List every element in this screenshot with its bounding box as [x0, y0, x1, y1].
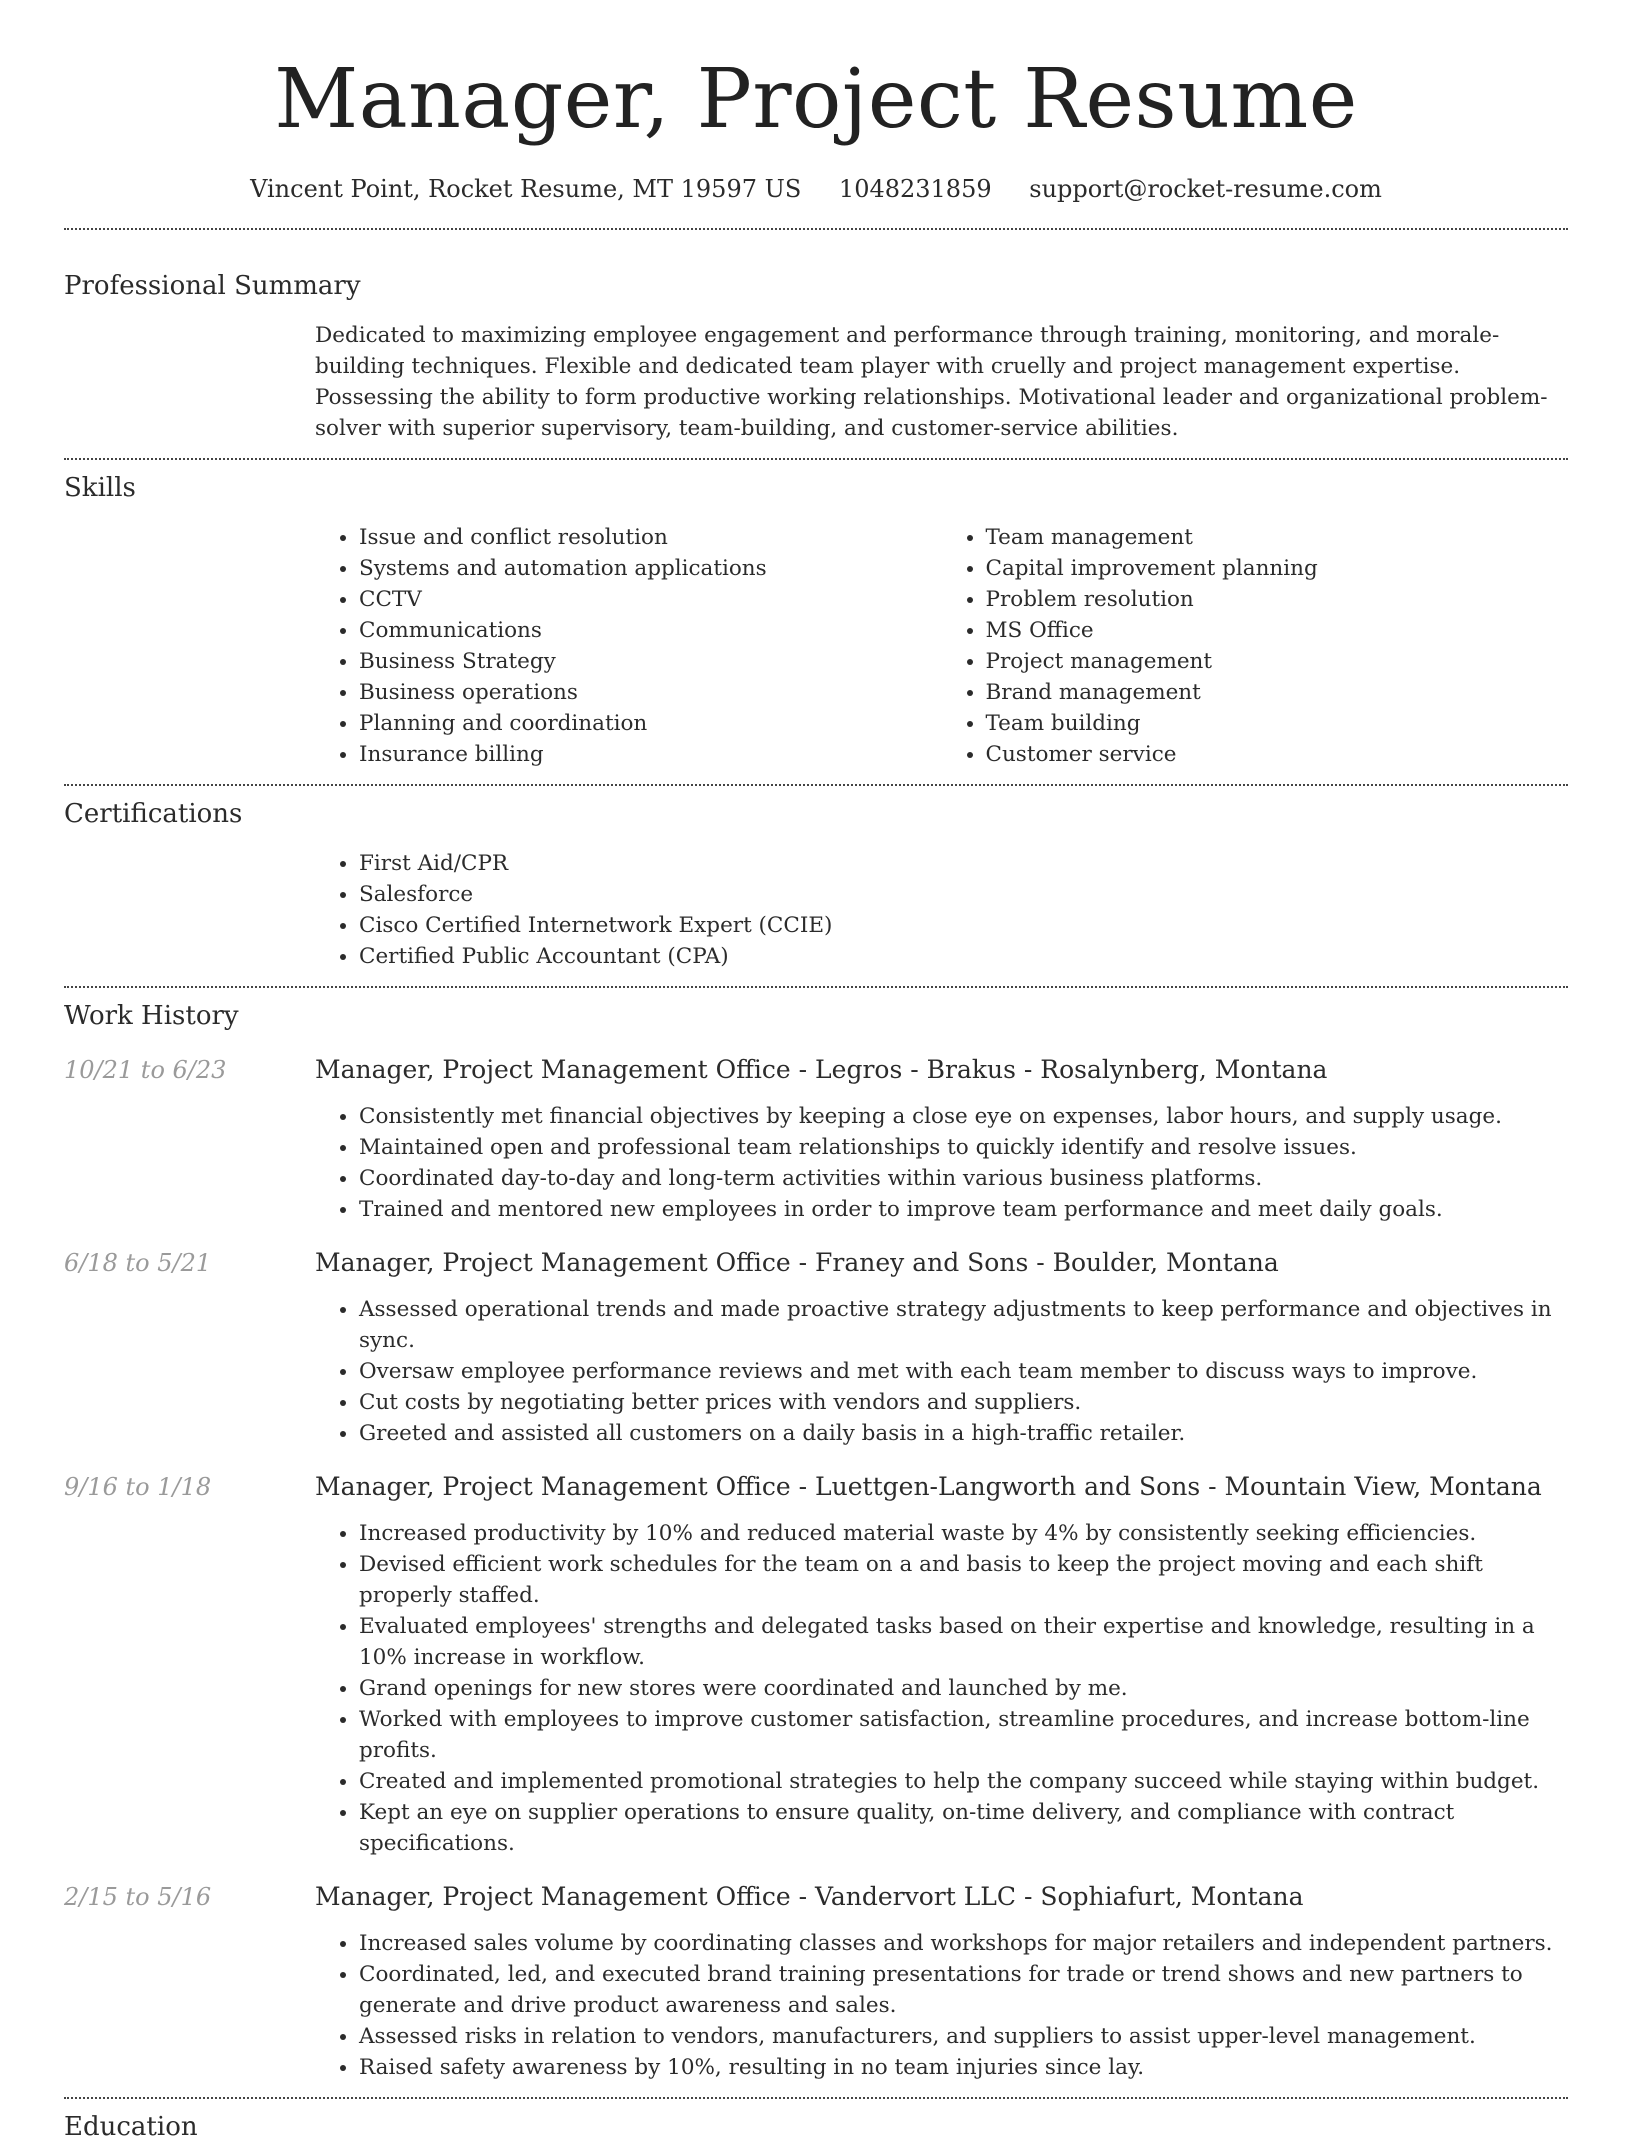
job-entry [64, 1247, 1568, 1449]
job-bullet: • Assessed operational trends and made proactive strategy adjustments to keep performance and objectives in sync. [359, 1294, 1568, 1356]
certification-item: • Certified Public Accountant (CPA) [359, 941, 1568, 972]
job-dates: 10/21 to 6/23 [64, 1056, 227, 1084]
job-entry [64, 1054, 1568, 1225]
skill-item: • Project management [986, 646, 1569, 677]
job-bullet: • Cut costs by negotiating better prices with vendors and suppliers. [359, 1387, 1568, 1418]
resume-title: Manager, Project Resume [274, 52, 1358, 147]
summary-text: Dedicated to maximizing employee engagement and performance through training, monitoring, and morale-building techniques. Flexible and dedicated team player with cruelly and project management expertise. Possessing the ability to form productive working relationships. Motivational leader and organizational problem-solver with superior supervisory, team-building, and customer-service abilities. [315, 323, 1548, 441]
divider [64, 986, 1568, 988]
divider [64, 2097, 1568, 2099]
job-title: Manager, Project Management Office - Legros - Brakus - Rosalynberg, Montana [315, 1055, 1328, 1084]
job-entry [64, 1471, 1568, 1859]
certification-item: • First Aid/CPR [359, 848, 1568, 879]
job-bullet: • Oversaw employee performance reviews and met with each team member to discuss ways to improve. [359, 1356, 1568, 1387]
skill-item: • CCTV [359, 584, 942, 615]
section-heading-work-history: Work History [64, 1001, 239, 1031]
job-details [315, 1881, 1568, 2083]
skill-item: • Team building [986, 708, 1569, 739]
resume-page [64, 0, 1568, 2143]
job-bullet: • Coordinated, led, and executed brand training presentations for trade or trend shows and new partners to generate and drive product awareness and sales. [359, 1959, 1568, 2021]
job-bullet: • Worked with employees to improve customer satisfaction, streamline procedures, and increase bottom-line profits. [359, 1704, 1568, 1766]
job-details [315, 1247, 1568, 1449]
skill-item: • Communications [359, 615, 942, 646]
job-dates: 9/16 to 1/18 [64, 1473, 212, 1501]
job-bullet: • Increased productivity by 10% and reduced material waste by 4% by consistently seeking efficiencies. [359, 1518, 1568, 1549]
certifications-list [315, 848, 1568, 972]
job-bullets [315, 1101, 1568, 1225]
contact-line [64, 174, 1568, 204]
job-bullet: • Greeted and assisted all customers on a daily basis in a high-traffic retailer. [359, 1418, 1568, 1449]
certifications-bullets [315, 848, 1568, 972]
job-bullets [315, 1518, 1568, 1859]
job-entry [64, 1881, 1568, 2083]
skill-item: • Business operations [359, 677, 942, 708]
skills-column-left [315, 522, 942, 770]
section-heading-skills: Skills [64, 473, 136, 503]
section-heading-education: Education [64, 2112, 198, 2142]
job-bullet: • Coordinated day-to-day and long-term activities within various business platforms. [359, 1163, 1568, 1194]
contact-phone: 1048231859 [838, 175, 992, 203]
job-bullet: • Devised efficient work schedules for the team on a and basis to keep the project moving and each shift properly staffed. [359, 1549, 1568, 1611]
skill-item: • Brand management [986, 677, 1569, 708]
job-bullet: • Maintained open and professional team relationships to quickly identify and resolve issues. [359, 1132, 1568, 1163]
job-title: Manager, Project Management Office - Vandervort LLC - Sophiafurt, Montana [315, 1882, 1304, 1911]
skills-column-right [942, 522, 1569, 770]
job-bullets [315, 1928, 1568, 2083]
contact-email: support@rocket-resume.com [1029, 175, 1382, 203]
certification-item: • Cisco Certified Internetwork Expert (CCIE) [359, 910, 1568, 941]
skill-item: • Team management [986, 522, 1569, 553]
job-bullet: • Trained and mentored new employees in order to improve team performance and meet daily goals. [359, 1194, 1568, 1225]
job-bullet: • Created and implemented promotional strategies to help the company succeed while staying within budget. [359, 1766, 1568, 1797]
job-dates: 2/15 to 5/16 [64, 1883, 212, 1911]
job-title: Manager, Project Management Office - Franey and Sons - Boulder, Montana [315, 1248, 1279, 1277]
work-history-list [64, 1054, 1568, 2083]
skill-item: • Customer service [986, 739, 1569, 770]
job-bullet: • Evaluated employees' strengths and delegated tasks based on their expertise and knowledge, resulting in a 10% increase in workflow. [359, 1611, 1568, 1673]
skills-list [315, 522, 1568, 770]
section-heading-certifications: Certifications [64, 799, 243, 829]
skill-item: • Insurance billing [359, 739, 942, 770]
job-bullet: • Increased sales volume by coordinating classes and workshops for major retailers and independent partners. [359, 1928, 1568, 1959]
job-bullets [315, 1294, 1568, 1449]
job-bullet: • Kept an eye on supplier operations to ensure quality, on-time delivery, and compliance with contract specifications. [359, 1797, 1568, 1859]
job-bullet: • Grand openings for new stores were coordinated and launched by me. [359, 1673, 1568, 1704]
contact-address: Vincent Point, Rocket Resume, MT 19597 US [250, 175, 802, 203]
divider [64, 228, 1568, 230]
job-title: Manager, Project Management Office - Luettgen-Langworth and Sons - Mountain View, Montana [315, 1472, 1542, 1501]
skill-item: • Planning and coordination [359, 708, 942, 739]
section-heading-summary: Professional Summary [64, 271, 361, 301]
skill-item: • Problem resolution [986, 584, 1569, 615]
job-bullet: • Assessed risks in relation to vendors, manufacturers, and suppliers to assist upper-level management. [359, 2021, 1568, 2052]
skill-item: • Capital improvement planning [986, 553, 1569, 584]
skill-item: • Issue and conflict resolution [359, 522, 942, 553]
job-dates: 6/18 to 5/21 [64, 1249, 212, 1277]
job-bullet: • Raised safety awareness by 10%, resulting in no team injuries since lay. [359, 2052, 1568, 2083]
skill-item: • MS Office [986, 615, 1569, 646]
job-details [315, 1471, 1568, 1859]
skill-item: • Systems and automation applications [359, 553, 942, 584]
divider [64, 458, 1568, 460]
skill-item: • Business Strategy [359, 646, 942, 677]
divider [64, 784, 1568, 786]
job-details [315, 1054, 1568, 1225]
certification-item: • Salesforce [359, 879, 1568, 910]
job-bullet: • Consistently met financial objectives by keeping a close eye on expenses, labor hours, and supply usage. [359, 1101, 1568, 1132]
